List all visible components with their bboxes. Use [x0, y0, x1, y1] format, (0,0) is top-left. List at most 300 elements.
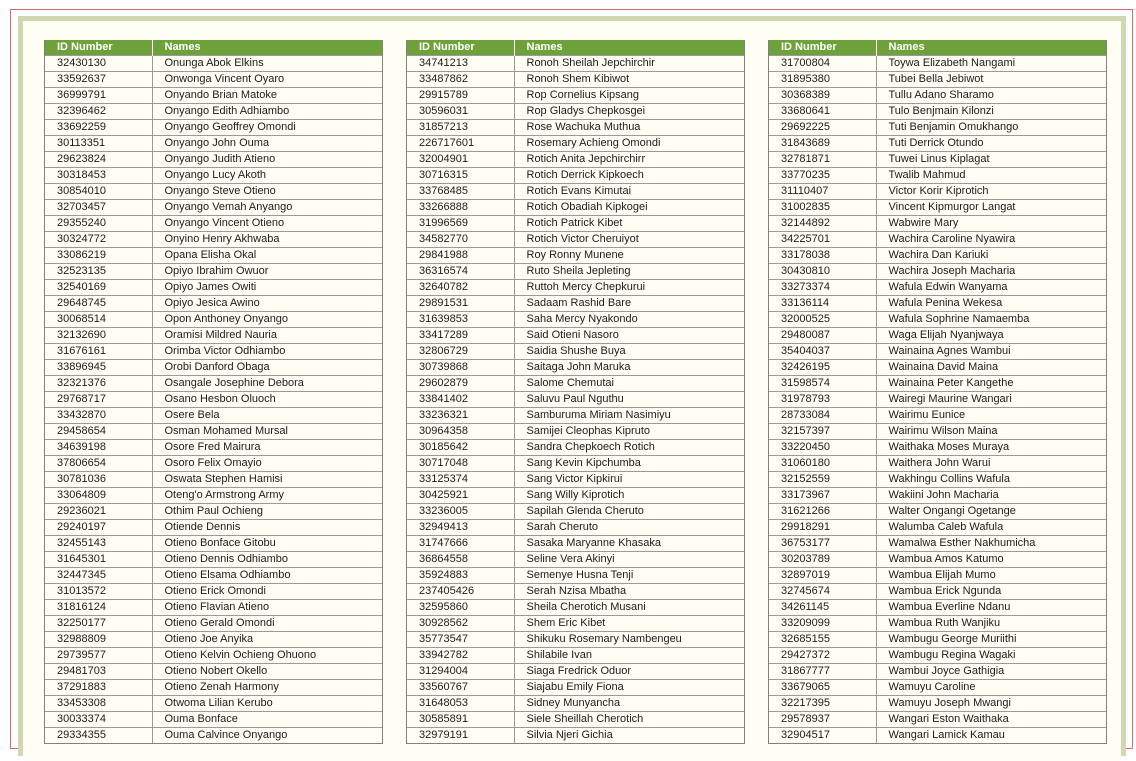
name-cell: Onyango Judith Atieno — [152, 152, 382, 168]
name-cell: Wainaina David Maina — [876, 360, 1106, 376]
name-cell: Wabwire Mary — [876, 216, 1106, 232]
name-cell: Rotich Victor Cheruiyot — [514, 232, 744, 248]
name-cell: Orobi Danford Obaga — [152, 360, 382, 376]
name-cell: Wafula Sophrine Namaemba — [876, 312, 1106, 328]
name-cell: Rotich Evans Kimutai — [514, 184, 744, 200]
name-cell: Opon Anthoney Onyango — [152, 312, 382, 328]
table-row — [769, 312, 1106, 328]
table-row — [45, 680, 382, 696]
id-number-cell: 32217395 — [769, 696, 876, 712]
name-cell: Saluvu Paul Nguthu — [514, 392, 744, 408]
id-number-cell: 30318453 — [45, 168, 152, 184]
id-number-cell: 34261145 — [769, 600, 876, 616]
name-cell: Semenye Husna Tenji — [514, 568, 744, 584]
name-cell: Salome Chemutai — [514, 376, 744, 392]
table-row — [407, 168, 744, 184]
table-row — [769, 296, 1106, 312]
table-row — [769, 248, 1106, 264]
table-row — [769, 456, 1106, 472]
name-cell: Wachira Caroline Nyawira — [876, 232, 1106, 248]
id-number-cell: 30854010 — [45, 184, 152, 200]
id-number-cell: 33266888 — [407, 200, 514, 216]
id-number-header: ID Number — [45, 40, 152, 56]
name-cell: Otieno Nobert Okello — [152, 664, 382, 680]
table-row — [407, 184, 744, 200]
name-cell: Opana Elisha Okal — [152, 248, 382, 264]
table-row — [407, 72, 744, 88]
table-row — [769, 424, 1106, 440]
name-cell: Onyino Henry Akhwaba — [152, 232, 382, 248]
name-cell: Wairimu Eunice — [876, 408, 1106, 424]
name-cell: Onunga Abok Elkins — [152, 56, 382, 72]
name-cell: Sang Kevin Kipchumba — [514, 456, 744, 472]
table-row — [45, 536, 382, 552]
table-row — [45, 184, 382, 200]
name-cell: Wamuyu Caroline — [876, 680, 1106, 696]
id-number-cell: 30113351 — [45, 136, 152, 152]
table-row — [769, 472, 1106, 488]
table-row — [769, 536, 1106, 552]
name-cell: Wambua Erick Ngunda — [876, 584, 1106, 600]
name-cell: Wachira Dan Kariuki — [876, 248, 1106, 264]
name-cell: Shilabile Ivan — [514, 648, 744, 664]
name-cell: Tubei Bella Jebiwot — [876, 72, 1106, 88]
name-cell: Roy Ronny Munene — [514, 248, 744, 264]
name-cell: Osere Bela — [152, 408, 382, 424]
name-cell: Wairimu Wilson Maina — [876, 424, 1106, 440]
id-number-cell: 30033374 — [45, 712, 152, 728]
id-number-cell: 34741213 — [407, 56, 514, 72]
table-row — [769, 408, 1106, 424]
id-number-cell: 30739868 — [407, 360, 514, 376]
table-row — [45, 712, 382, 728]
id-number-cell: 31996569 — [407, 216, 514, 232]
id-number-cell: 30425921 — [407, 488, 514, 504]
table-row — [407, 632, 744, 648]
table-row — [769, 664, 1106, 680]
table-row — [769, 376, 1106, 392]
name-cell: Osoro Felix Omayio — [152, 456, 382, 472]
id-number-cell: 32988809 — [45, 632, 152, 648]
id-number-cell: 32523135 — [45, 264, 152, 280]
table-row — [407, 392, 744, 408]
document-page — [10, 9, 1133, 749]
name-cell: Rose Wachuka Muthua — [514, 120, 744, 136]
id-number-cell: 31895380 — [769, 72, 876, 88]
table-row — [769, 344, 1106, 360]
table-row — [769, 600, 1106, 616]
table-row — [45, 152, 382, 168]
table-row — [769, 200, 1106, 216]
name-cell: Wafula Penina Wekesa — [876, 296, 1106, 312]
table-row — [769, 184, 1106, 200]
name-cell: Onyango Steve Otieno — [152, 184, 382, 200]
id-number-cell: 32745674 — [769, 584, 876, 600]
table-row — [407, 344, 744, 360]
id-number-cell: 35404037 — [769, 344, 876, 360]
id-number-cell: 31294004 — [407, 664, 514, 680]
table-row — [45, 696, 382, 712]
table-row — [769, 264, 1106, 280]
table-row — [407, 648, 744, 664]
table-row — [45, 472, 382, 488]
names-table — [407, 40, 744, 743]
id-number-cell: 29918291 — [769, 520, 876, 536]
name-cell: Tulo Benjmain Kilonzi — [876, 104, 1106, 120]
id-number-cell: 30368389 — [769, 88, 876, 104]
id-number-cell: 36316574 — [407, 264, 514, 280]
table-row — [769, 280, 1106, 296]
id-number-cell: 30716315 — [407, 168, 514, 184]
id-number-cell: 33136114 — [769, 296, 876, 312]
table-row — [45, 264, 382, 280]
name-cell: Silvia Njeri Gichia — [514, 728, 744, 744]
table-row — [45, 552, 382, 568]
table-row — [769, 136, 1106, 152]
name-cell: Siajabu Emily Fiona — [514, 680, 744, 696]
name-cell: Onyango Edith Adhiambo — [152, 104, 382, 120]
table-row — [407, 120, 744, 136]
id-number-cell: 30717048 — [407, 456, 514, 472]
name-cell: Rop Cornelius Kipsang — [514, 88, 744, 104]
id-number-cell: 29240197 — [45, 520, 152, 536]
id-number-cell: 32806729 — [407, 344, 514, 360]
name-cell: Waga Elijah Nyanjwaya — [876, 328, 1106, 344]
id-number-cell: 30585891 — [407, 712, 514, 728]
id-number-cell: 32396462 — [45, 104, 152, 120]
table-row — [769, 152, 1106, 168]
id-number-cell: 33125374 — [407, 472, 514, 488]
id-number-cell: 31676161 — [45, 344, 152, 360]
table-row — [769, 120, 1106, 136]
name-cell: Siaga Fredrick Oduor — [514, 664, 744, 680]
table-row — [407, 440, 744, 456]
table-row — [45, 456, 382, 472]
name-cell: Wakiini John Macharia — [876, 488, 1106, 504]
table-row — [407, 712, 744, 728]
id-number-header: ID Number — [769, 40, 876, 56]
table-row — [407, 152, 744, 168]
id-number-cell: 29692225 — [769, 120, 876, 136]
name-cell: Tullu Adano Sharamo — [876, 88, 1106, 104]
table-header-row — [769, 40, 1106, 56]
id-number-cell: 30928562 — [407, 616, 514, 632]
table-row — [407, 728, 744, 744]
table-row — [45, 568, 382, 584]
id-number-cell: 29334355 — [45, 728, 152, 744]
name-cell: Otieno Gerald Omondi — [152, 616, 382, 632]
id-number-cell: 29768717 — [45, 392, 152, 408]
name-cell: Wambua Amos Katumo — [876, 552, 1106, 568]
name-cell: Saitaga John Maruka — [514, 360, 744, 376]
name-cell: Osman Mohamed Mursal — [152, 424, 382, 440]
id-number-cell: 34582770 — [407, 232, 514, 248]
id-number-cell: 32132690 — [45, 328, 152, 344]
id-number-cell: 33487862 — [407, 72, 514, 88]
names-column-2 — [406, 40, 745, 744]
table-row — [45, 488, 382, 504]
names-column-3 — [768, 40, 1107, 744]
name-cell: Onyango Vincent Otieno — [152, 216, 382, 232]
names-table — [45, 40, 382, 743]
id-number-cell: 31700804 — [769, 56, 876, 72]
names-table — [769, 40, 1106, 743]
table-row — [769, 632, 1106, 648]
table-row — [407, 200, 744, 216]
id-number-cell: 31013572 — [45, 584, 152, 600]
table-row — [407, 600, 744, 616]
name-cell: Sang Victor Kipkirui — [514, 472, 744, 488]
id-number-cell: 28733084 — [769, 408, 876, 424]
name-cell: Sapilah Glenda Cheruto — [514, 504, 744, 520]
name-cell: Opiyo James Owiti — [152, 280, 382, 296]
id-number-cell: 31857213 — [407, 120, 514, 136]
name-cell: Sang Willy Kiprotich — [514, 488, 744, 504]
name-cell: Toywa Elizabeth Nangami — [876, 56, 1106, 72]
id-number-cell: 30185642 — [407, 440, 514, 456]
name-cell: Opiyo Jesica Awino — [152, 296, 382, 312]
table-row — [769, 728, 1106, 744]
table-header-row — [407, 40, 744, 56]
id-number-cell: 31816124 — [45, 600, 152, 616]
paper-area — [23, 21, 1121, 761]
id-number-cell: 33209099 — [769, 616, 876, 632]
id-number-cell: 30781036 — [45, 472, 152, 488]
name-cell: Ronoh Sheilah Jepchirchir — [514, 56, 744, 72]
table-row — [407, 664, 744, 680]
table-row — [407, 696, 744, 712]
id-number-cell: 32640782 — [407, 280, 514, 296]
name-cell: Wakhingu Collins Wafula — [876, 472, 1106, 488]
table-row — [407, 136, 744, 152]
id-number-cell: 32949413 — [407, 520, 514, 536]
id-number-cell: 31867777 — [769, 664, 876, 680]
table-row — [45, 232, 382, 248]
id-number-cell: 32157397 — [769, 424, 876, 440]
table-row — [45, 344, 382, 360]
name-cell: Tuti Derrick Otundo — [876, 136, 1106, 152]
name-cell: Wambua Ruth Wanjiku — [876, 616, 1106, 632]
name-cell: Vincent Kipmurgor Langat — [876, 200, 1106, 216]
id-number-cell: 33453308 — [45, 696, 152, 712]
table-row — [407, 504, 744, 520]
name-cell: Wamuyu Joseph Mwangi — [876, 696, 1106, 712]
id-number-cell: 31002835 — [769, 200, 876, 216]
id-number-cell: 33236005 — [407, 504, 514, 520]
table-row — [45, 440, 382, 456]
table-row — [45, 136, 382, 152]
table-row — [769, 696, 1106, 712]
table-row — [45, 392, 382, 408]
id-number-cell: 32703457 — [45, 200, 152, 216]
table-row — [45, 600, 382, 616]
name-cell: Wafula Edwin Wanyama — [876, 280, 1106, 296]
id-number-cell: 33692259 — [45, 120, 152, 136]
id-number-cell: 37291883 — [45, 680, 152, 696]
name-cell: Otiende Dennis — [152, 520, 382, 536]
name-cell: Otieno Erick Omondi — [152, 584, 382, 600]
id-number-cell: 30430810 — [769, 264, 876, 280]
id-number-cell: 33768485 — [407, 184, 514, 200]
id-number-cell: 32250177 — [45, 616, 152, 632]
id-number-cell: 31645301 — [45, 552, 152, 568]
table-row — [407, 88, 744, 104]
name-cell: Wainaina Agnes Wambui — [876, 344, 1106, 360]
name-cell: Oswata Stephen Hamisi — [152, 472, 382, 488]
id-number-cell: 33220450 — [769, 440, 876, 456]
names-column-1 — [44, 40, 383, 744]
id-number-cell: 33770235 — [769, 168, 876, 184]
id-number-cell: 33273374 — [769, 280, 876, 296]
table-row — [45, 216, 382, 232]
name-cell: Sandra Chepkoech Rotich — [514, 440, 744, 456]
table-row — [45, 296, 382, 312]
table-row — [45, 360, 382, 376]
name-cell: Rotich Patrick Kibet — [514, 216, 744, 232]
id-number-cell: 31060180 — [769, 456, 876, 472]
id-number-cell: 35773547 — [407, 632, 514, 648]
table-row — [45, 280, 382, 296]
name-cell: Otwoma Lilian Kerubo — [152, 696, 382, 712]
id-number-cell: 32685155 — [769, 632, 876, 648]
id-number-cell: 33680641 — [769, 104, 876, 120]
id-number-cell: 31978793 — [769, 392, 876, 408]
table-row — [45, 504, 382, 520]
table-row — [45, 632, 382, 648]
table-row — [45, 664, 382, 680]
id-number-cell: 29355240 — [45, 216, 152, 232]
table-row — [769, 504, 1106, 520]
name-cell: Serah Nzisa Mbatha — [514, 584, 744, 600]
name-cell: Ouma Calvince Onyango — [152, 728, 382, 744]
table-row — [45, 88, 382, 104]
name-cell: Ouma Bonface — [152, 712, 382, 728]
table-row — [407, 424, 744, 440]
table-row — [407, 56, 744, 72]
table-row — [769, 584, 1106, 600]
name-cell: Sidney Munyancha — [514, 696, 744, 712]
table-row — [769, 232, 1106, 248]
table-row — [45, 376, 382, 392]
table-row — [769, 56, 1106, 72]
table-row — [769, 616, 1106, 632]
table-row — [45, 728, 382, 744]
table-row — [45, 104, 382, 120]
table-row — [407, 232, 744, 248]
name-cell: Rotich Derrick Kipkoech — [514, 168, 744, 184]
name-cell: Victor Korir Kiprotich — [876, 184, 1106, 200]
id-number-cell: 30324772 — [45, 232, 152, 248]
name-cell: Rotich Anita Jepchirchirr — [514, 152, 744, 168]
id-number-cell: 33560767 — [407, 680, 514, 696]
id-number-cell: 31843689 — [769, 136, 876, 152]
id-number-cell: 32897019 — [769, 568, 876, 584]
id-number-cell: 32430130 — [45, 56, 152, 72]
table-row — [769, 488, 1106, 504]
name-cell: Sarah Cheruto — [514, 520, 744, 536]
table-row — [407, 248, 744, 264]
id-number-cell: 29481703 — [45, 664, 152, 680]
table-row — [45, 584, 382, 600]
id-number-cell: 30964358 — [407, 424, 514, 440]
name-cell: Ruttoh Mercy Chepkurui — [514, 280, 744, 296]
name-cell: Wambua Everline Ndanu — [876, 600, 1106, 616]
id-number-cell: 32904517 — [769, 728, 876, 744]
name-cell: Onyando Brian Matoke — [152, 88, 382, 104]
table-row — [45, 312, 382, 328]
names-header: Names — [164, 41, 201, 53]
table-row — [407, 280, 744, 296]
table-row — [45, 616, 382, 632]
table-row — [769, 568, 1106, 584]
name-cell: Onyango Vemah Anyango — [152, 200, 382, 216]
table-row — [407, 296, 744, 312]
name-cell: Said Otieni Nasoro — [514, 328, 744, 344]
name-cell: Orimba Victor Odhiambo — [152, 344, 382, 360]
table-row — [407, 360, 744, 376]
name-cell: Rosemary Achieng Omondi — [514, 136, 744, 152]
table-row — [769, 360, 1106, 376]
id-number-cell: 32004901 — [407, 152, 514, 168]
id-number-cell: 29578937 — [769, 712, 876, 728]
id-number-cell: 29648745 — [45, 296, 152, 312]
id-number-cell: 32000525 — [769, 312, 876, 328]
name-cell: Rop Gladys Chepkosgei — [514, 104, 744, 120]
name-cell: Sadaam Rashid Bare — [514, 296, 744, 312]
name-cell: Sheila Cherotich Musani — [514, 600, 744, 616]
id-number-cell: 30596031 — [407, 104, 514, 120]
id-number-cell: 31598574 — [769, 376, 876, 392]
table-row — [407, 488, 744, 504]
id-number-cell: 29458654 — [45, 424, 152, 440]
table-row — [45, 120, 382, 136]
id-number-cell: 35924883 — [407, 568, 514, 584]
name-cell: Shikuku Rosemary Nambengeu — [514, 632, 744, 648]
name-cell: Onyango Lucy Akoth — [152, 168, 382, 184]
id-number-header: ID Number — [407, 40, 514, 56]
id-number-cell: 33236321 — [407, 408, 514, 424]
id-number-cell: 37806654 — [45, 456, 152, 472]
id-number-cell: 32540169 — [45, 280, 152, 296]
name-cell: Wambua Elijah Mumo — [876, 568, 1106, 584]
name-cell: Samburuma Miriam Nasimiyu — [514, 408, 744, 424]
name-cell: Otieno Elsama Odhiambo — [152, 568, 382, 584]
id-number-cell: 33173967 — [769, 488, 876, 504]
names-header: Names — [526, 41, 563, 53]
id-number-cell: 34225701 — [769, 232, 876, 248]
id-number-cell: 33592637 — [45, 72, 152, 88]
id-number-cell: 226717601 — [407, 136, 514, 152]
id-number-cell: 29480087 — [769, 328, 876, 344]
name-cell: Otieno Kelvin Ochieng Ohuono — [152, 648, 382, 664]
id-number-cell: 29427372 — [769, 648, 876, 664]
table-row — [769, 648, 1106, 664]
name-cell: Oteng'o Armstrong Army — [152, 488, 382, 504]
id-number-cell: 29623824 — [45, 152, 152, 168]
table-row — [407, 216, 744, 232]
id-number-cell: 31639853 — [407, 312, 514, 328]
table-row — [407, 552, 744, 568]
name-cell: Ruto Sheila Jepleting — [514, 264, 744, 280]
table-row — [769, 328, 1106, 344]
id-number-cell: 33417289 — [407, 328, 514, 344]
id-number-cell: 237405426 — [407, 584, 514, 600]
table-row — [769, 72, 1106, 88]
table-row — [45, 168, 382, 184]
name-cell: Waithera John Warui — [876, 456, 1106, 472]
table-row — [407, 536, 744, 552]
id-number-cell: 30203789 — [769, 552, 876, 568]
